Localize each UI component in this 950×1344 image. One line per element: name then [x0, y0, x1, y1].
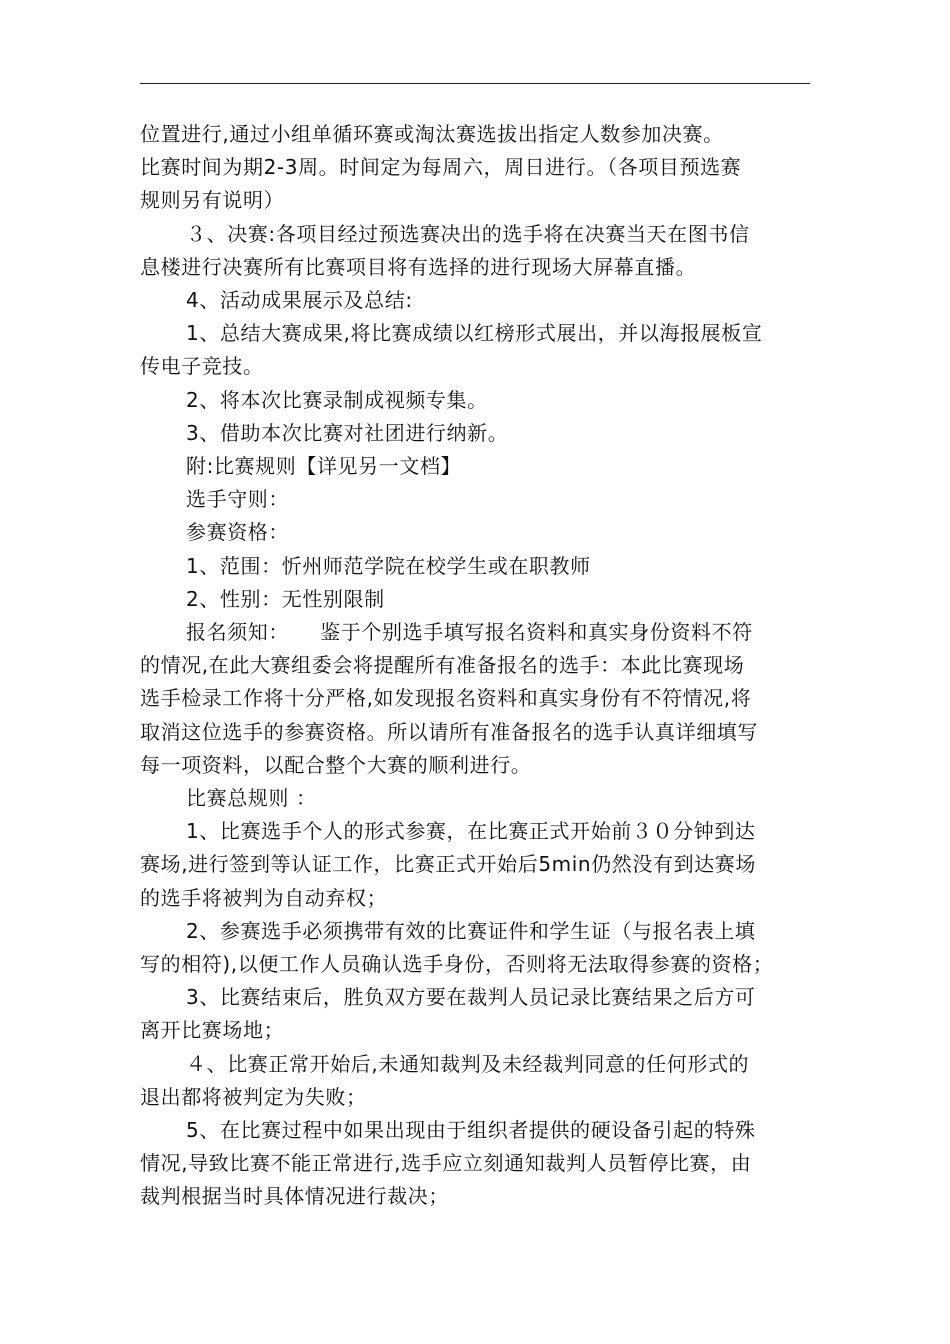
text-line: 的选手将被判为自动弃权； — [140, 885, 388, 910]
text-line: 比赛总规则 ： — [186, 786, 317, 810]
text-line: 1、总结大赛成果,将比赛成绩以红榜形式展出，并以海报展板宣 — [186, 321, 763, 346]
text-line: 息楼进行决赛所有比赛项目将有选择的进行现场大屏幕直播。 — [140, 254, 697, 279]
text-line: 位置进行,通过小组单循环赛或淘汰赛选拔出指定人数参加决赛。 — [140, 122, 724, 146]
text-line: 3、比赛结束后，胜负双方要在裁判人员记录比赛结果之后方可 — [186, 985, 756, 1010]
text-line: 情况,导致比赛不能正常进行,选手应立刻通知裁判人员暂停比赛，由 — [140, 1151, 752, 1176]
text-line: 附:比赛规则【详见另一文档】 — [186, 454, 462, 478]
text-line: 传电子竞技。 — [140, 354, 264, 379]
text-line: 1、范围：忻州师范学院在校学生或在职教师 — [186, 553, 591, 578]
text-line: 的情况,在此大赛组委会将提醒所有准备报名的选手：本此比赛现场 — [140, 653, 745, 678]
text-line: 裁判根据当时具体情况进行裁决； — [140, 1184, 449, 1209]
text-line: 3、借助本次比赛对社团进行纳新。 — [186, 420, 509, 445]
text-line: 2、性别：无性别限制 — [186, 586, 385, 611]
text-line: 1、比赛选手个人的形式参赛，在比赛正式开始前３０分钟到达 — [186, 819, 756, 844]
text-line: 5、在比赛过程中如果出现由于组织者提供的硬设备引起的特殊 — [186, 1118, 756, 1142]
text-line: ３、决赛:各项目经过预选赛决出的选手将在决赛当天在图书信 — [186, 221, 750, 246]
text-line: 参赛资格： — [186, 520, 289, 545]
text-line: 选手检录工作将十分严格,如发现报名资料和真实身份有不符情况,将 — [140, 686, 752, 711]
text-line: 规则另有说明） — [140, 188, 285, 213]
text-line: 赛场,进行签到等认证工作，比赛正式开始后5min仍然没有到达赛场 — [140, 852, 756, 877]
text-line: 报名须知： 鉴于个别选手填写报名资料和真实身份资料不符 — [186, 620, 753, 644]
text-line: ４、比赛正常开始后,未通知裁判及未经裁判同意的任何形式的 — [186, 1051, 750, 1076]
text-line: 每一项资料，以配合整个大赛的顺利进行。 — [140, 752, 532, 777]
header-rule — [140, 83, 810, 84]
text-line: 4、活动成果展示及总结: — [186, 288, 413, 312]
text-line: 2、参赛选手必须携带有效的比赛证件和学生证（与报名表上填 — [186, 918, 756, 943]
text-line: 离开比赛场地； — [140, 1018, 285, 1043]
text-line: 比赛时间为期2-3周。时间定为每周六，周日进行。（各项目预选赛 — [140, 155, 742, 180]
text-line: 选手守则： — [186, 487, 289, 512]
text-line: 取消这位选手的参赛资格。所以请所有准备报名的选手认真详细填写 — [140, 719, 758, 744]
text-line: 退出都将被判定为失败； — [140, 1084, 367, 1109]
text-line: 写的相符),以便工作人员确认选手身份，否则将无法取得参赛的资格； — [140, 952, 774, 976]
text-line: 2、将本次比赛录制成视频专集。 — [186, 387, 488, 412]
